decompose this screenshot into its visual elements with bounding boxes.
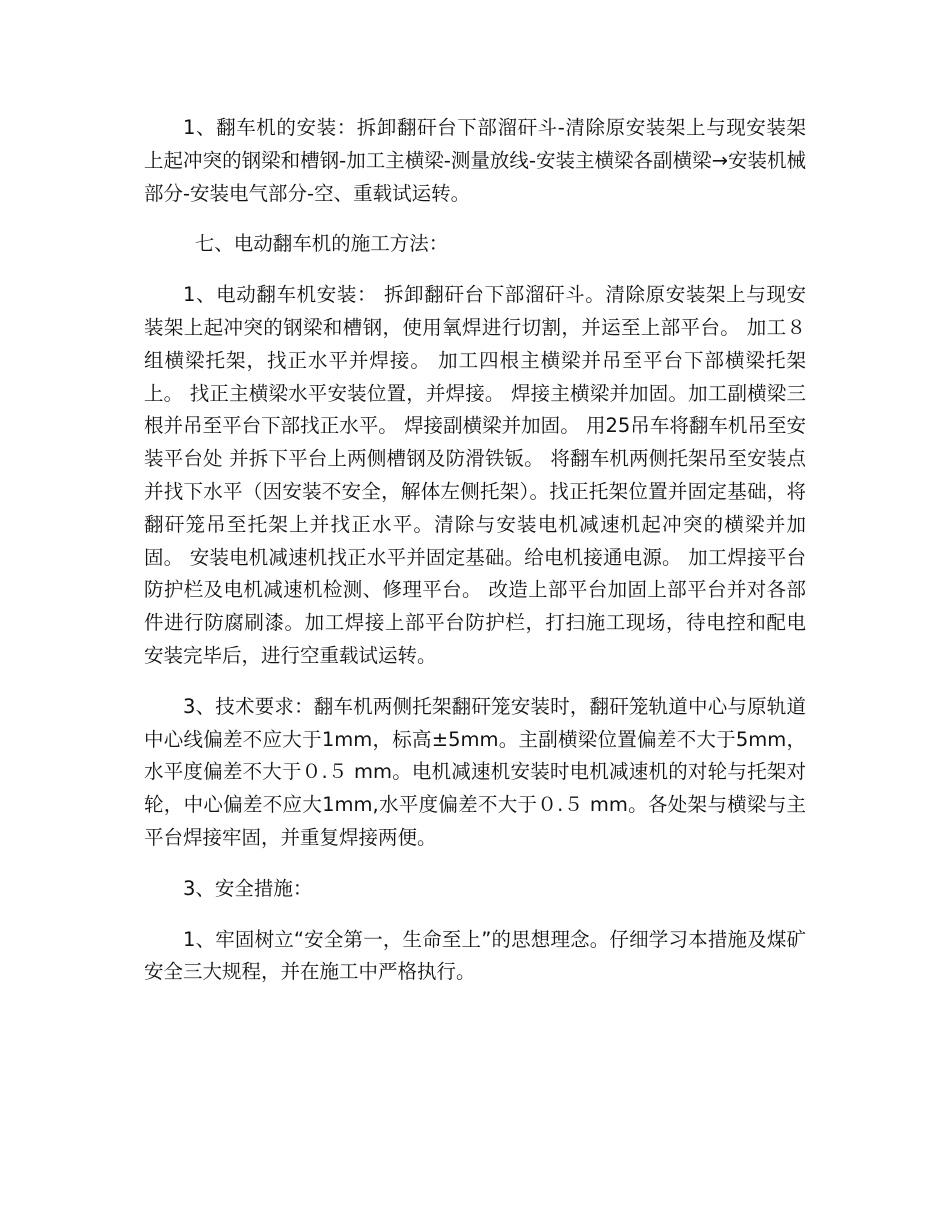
document-page: [144, 112, 806, 989]
section-heading-safety-measures: 3、安全措施：: [183, 876, 313, 900]
paragraph-technical-requirements: 3、技术要求：翻车机两侧托架翻矸笼安装时，翻矸笼轨道中心与原轨道中心线偏差不应大于1mm，标高±5mm。主副横梁位置偏差不大于5mm，水平度偏差不大于０.５ mm。电机减速机安装时电机减速机的对轮与托架对轮，中心偏差不应大1mm,水平度偏差不大于０.５ mm。各处架与横梁与主平台焊接牢固，并重复焊接两便。: [144, 694, 806, 849]
paragraph-install-method: 1、电动翻车机安装： 拆卸翻矸台下部溜矸斗。清除原安装架上与现安装架上起冲突的钢梁和槽钢，使用氧焊进行切割，并运至上部平台。 加工８组横梁托架，找正水平并焊接。 加工四根主横梁并吊至平台下部横梁托架上。 找正主横梁水平安装位置，并焊接。 焊接主横梁并加固。加工副横梁三根并吊至平台下部找正水平。 焊接副横梁并加固。 用25吊车将翻车机吊至安装平台处 并拆下平台上两侧槽钢及防滑铁钣。 将翻车机两侧托架吊至安装点并找下水平（因安装不安全，解体左侧托架）。找正托架位置并固定基础，将翻矸笼吊至托架上并找正水平。清除与安装电机减速机起冲突的横梁并加固。 安装电机减速机找正水平并固定基础。给电机接通电源。 加工焊接平台防护栏及电机减速机检测、修理平台。 改造上部平台加固上部平台并对各部件进行防腐刷漆。加工焊接上部平台防护栏，打扫施工现场，待电控和配电安装完毕后，进行空重载试运转。: [144, 283, 806, 667]
paragraph-safety-first: 1、牢固树立“安全第一，生命至上”的思想理念。仔细学习本措施及煤矿安全三大规程，并在施工中严格执行。: [144, 927, 806, 984]
paragraph-install-flow: 1、翻车机的安装：拆卸翻矸台下部溜矸斗-清除原安装架上与现安装架上起冲突的钢梁和槽钢-加工主横梁-测量放线-安装主横梁各副横梁→安装机械部分-安装电气部分-空、重载试运转。: [144, 116, 806, 205]
section-heading-construction-method: 七、电动翻车机的施工方法：: [194, 232, 449, 256]
